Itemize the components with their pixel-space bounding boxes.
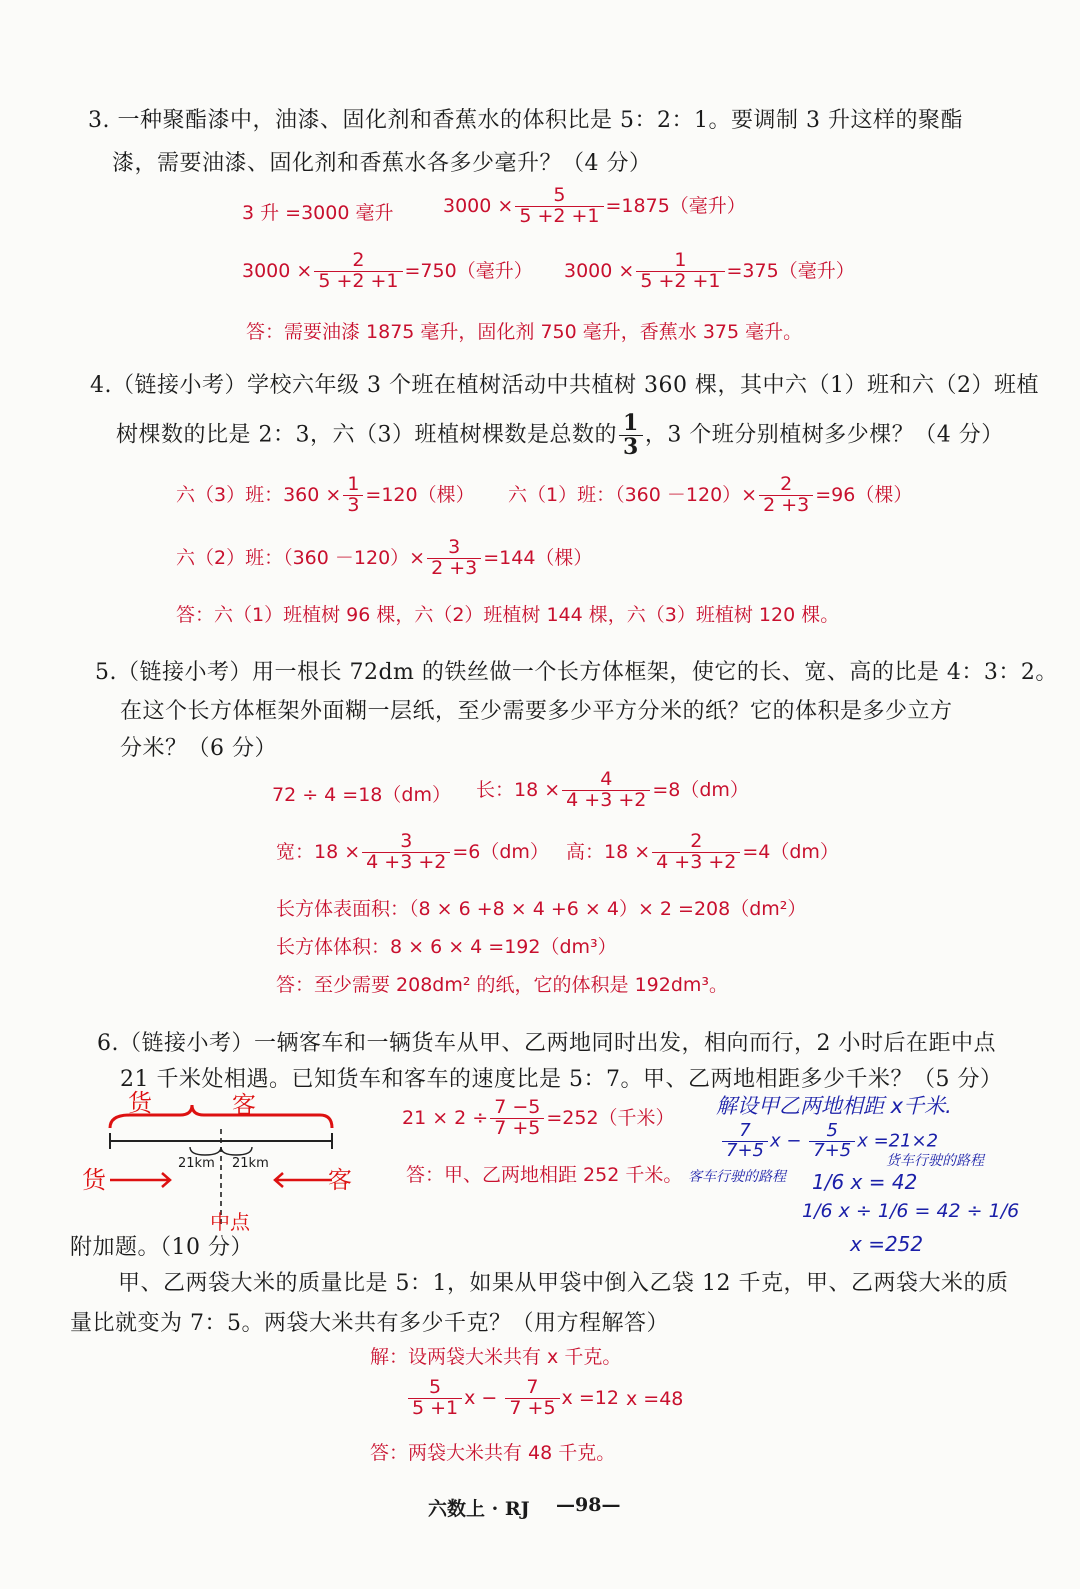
q4-answer-class1: 六（1）班：（360 －120）× $\frac{2}{2 +3}$ =96（棵） (508, 473, 913, 516)
bonus-final-answer: 答：两袋大米共有 48 千克。 (370, 1442, 616, 1464)
footer-book-label: 六数上 · RJ (428, 1498, 530, 1520)
q5-volume: 长方体体积：8 × 6 × 4 =192（dm³） (276, 936, 617, 958)
diagram-label-21km-right: 21km (232, 1156, 269, 1171)
diagram-label-midpoint: 中点 (210, 1210, 250, 1234)
bonus-line1: 甲、乙两袋大米的质量比是 5：1，如果从甲袋中倒入乙袋 12 千克，甲、乙两袋大米的质 (118, 1271, 1009, 1296)
q5-answer-length: 长：18 × $\frac{4}{4 +3 +2}$ =8（dm） (476, 768, 749, 811)
q5-answer-sum: 72 ÷ 4 =18（dm） (272, 784, 451, 806)
q5-line3: 分米？（6 分） (120, 736, 277, 761)
q6-hw-result: x =252 (850, 1232, 924, 1256)
footer-page-number: —98— (556, 1494, 621, 1516)
q5-surface-area: 长方体表面积：（8 × 6 +8 × 4 +6 × 4）× 2 =208（dm²） (276, 898, 807, 920)
q4-answer-class2: 六（2）班：（360 －120）× $\frac{3}{2 +3}$ =144（棵） (176, 536, 593, 579)
q6-hw-step1: 1/6 x = 42 (812, 1170, 918, 1194)
bonus-line2: 量比就变为 7：5。两袋大米共有多少千克？（用方程解答） (70, 1311, 669, 1336)
q3-line2: 漆，需要油漆、固化剂和香蕉水各多少毫升？（4 分） (112, 151, 652, 176)
q6-line1: 6.（链接小考）一辆客车和一辆货车从甲、乙两地同时出发，相向而行，2 小时后在距中点 (97, 1031, 996, 1056)
diagram-label-ke-right: 客 (328, 1166, 352, 1194)
bonus-equation-result: x =48 (626, 1388, 684, 1410)
bonus-title: 附加题。（10 分） (70, 1235, 253, 1260)
q3-line1: 3. 一种聚酯漆中，油漆、固化剂和香蕉水的体积比是 5：2：1。要调制 3 升这样的聚酯 (88, 108, 963, 133)
q5-final-answer: 答：至少需要 208dm² 的纸，它的体积是 192dm³。 (276, 974, 729, 996)
q5-answer-height: 高：18 × $\frac{2}{4 +3 +2}$ =4（dm） (566, 830, 839, 873)
q4-line2: 树棵数的比是 2：3，六（3）班植树棵数是总数的 $\frac{1}{3}$ ，3 个班分别植树多少棵？（4 分） (116, 410, 1004, 461)
q6-hw-equation: $\frac{7}{7+5}$ x − $\frac{5}{7+5}$ x =21×2 (720, 1122, 938, 1161)
diagram-label-21km-left: 21km (178, 1156, 215, 1171)
q5-answer-width: 宽：18 × $\frac{3}{4 +3 +2}$ =6（dm） (276, 830, 549, 873)
q6-hw-note-left: 客车行驶的路程 (688, 1169, 786, 1185)
q6-hw-note-right: 货车行驶的路程 (886, 1153, 984, 1169)
q6-hw-let: 解设甲乙两地相距 x千米. (716, 1094, 952, 1118)
q6-final-answer: 答：甲、乙两地相距 252 千米。 (406, 1164, 683, 1186)
bonus-solution-let: 解：设两袋大米共有 x 千克。 (370, 1346, 622, 1368)
q6-line2: 21 千米处相遇。已知货车和客车的速度比是 5：7。甲、乙两地相距多少千米？（5 分） (120, 1067, 1003, 1092)
q3-answer-thinner: 3000 × $\frac{1}{5 +2 +1}$ =375（毫升） (564, 249, 855, 292)
q3-answer-hardener: 3000 × $\frac{2}{5 +2 +1}$ =750（毫升） (242, 249, 533, 292)
q3-answer-oil: 3000 × $\frac{5}{5 +2 +1}$ =1875（毫升） (443, 184, 746, 227)
q4-line1: 4.（链接小考）学校六年级 3 个班在植树活动中共植树 360 棵，其中六（1）班和六（2）班植 (90, 373, 1039, 398)
q4-answer-class3: 六（3）班：360 × $\frac{1}{3}$ =120（棵） (176, 473, 475, 516)
q4-final-answer: 答：六（1）班植树 96 棵，六（2）班植树 144 棵，六（3）班植树 120 棵。 (176, 604, 840, 626)
q5-line2: 在这个长方体框架外面糊一层纸，至少需要多少平方分米的纸？它的体积是多少立方 (120, 699, 953, 724)
diagram-label-huo-left: 货 (82, 1166, 106, 1194)
diagram-label-ke-top: 客 (232, 1091, 256, 1119)
q3-final-answer: 答：需要油漆 1875 毫升，固化剂 750 毫升，香蕉水 375 毫升。 (246, 321, 803, 343)
bonus-equation: $\frac{5}{5 +1}$ x − $\frac{7}{7 +5}$ x =12 (406, 1378, 619, 1419)
q3-answer-liters: 3 升 =3000 毫升 (242, 202, 394, 224)
diagram-arrow-right (110, 1173, 170, 1187)
q5-line1: 5.（链接小考）用一根长 72dm 的铁丝做一个长方体框架，使它的长、宽、高的比是 4：3：2。 (95, 660, 1058, 685)
q6-answer-calc: 21 × 2 ÷ $\frac{7 -5}{7 +5}$ =252（千米） (402, 1096, 675, 1139)
q6-hw-step2: 1/6 x ÷ 1/6 = 42 ÷ 1/6 (802, 1200, 1020, 1222)
diagram-label-huo-top: 货 (128, 1089, 152, 1117)
diagram-arrow-left (275, 1173, 332, 1187)
